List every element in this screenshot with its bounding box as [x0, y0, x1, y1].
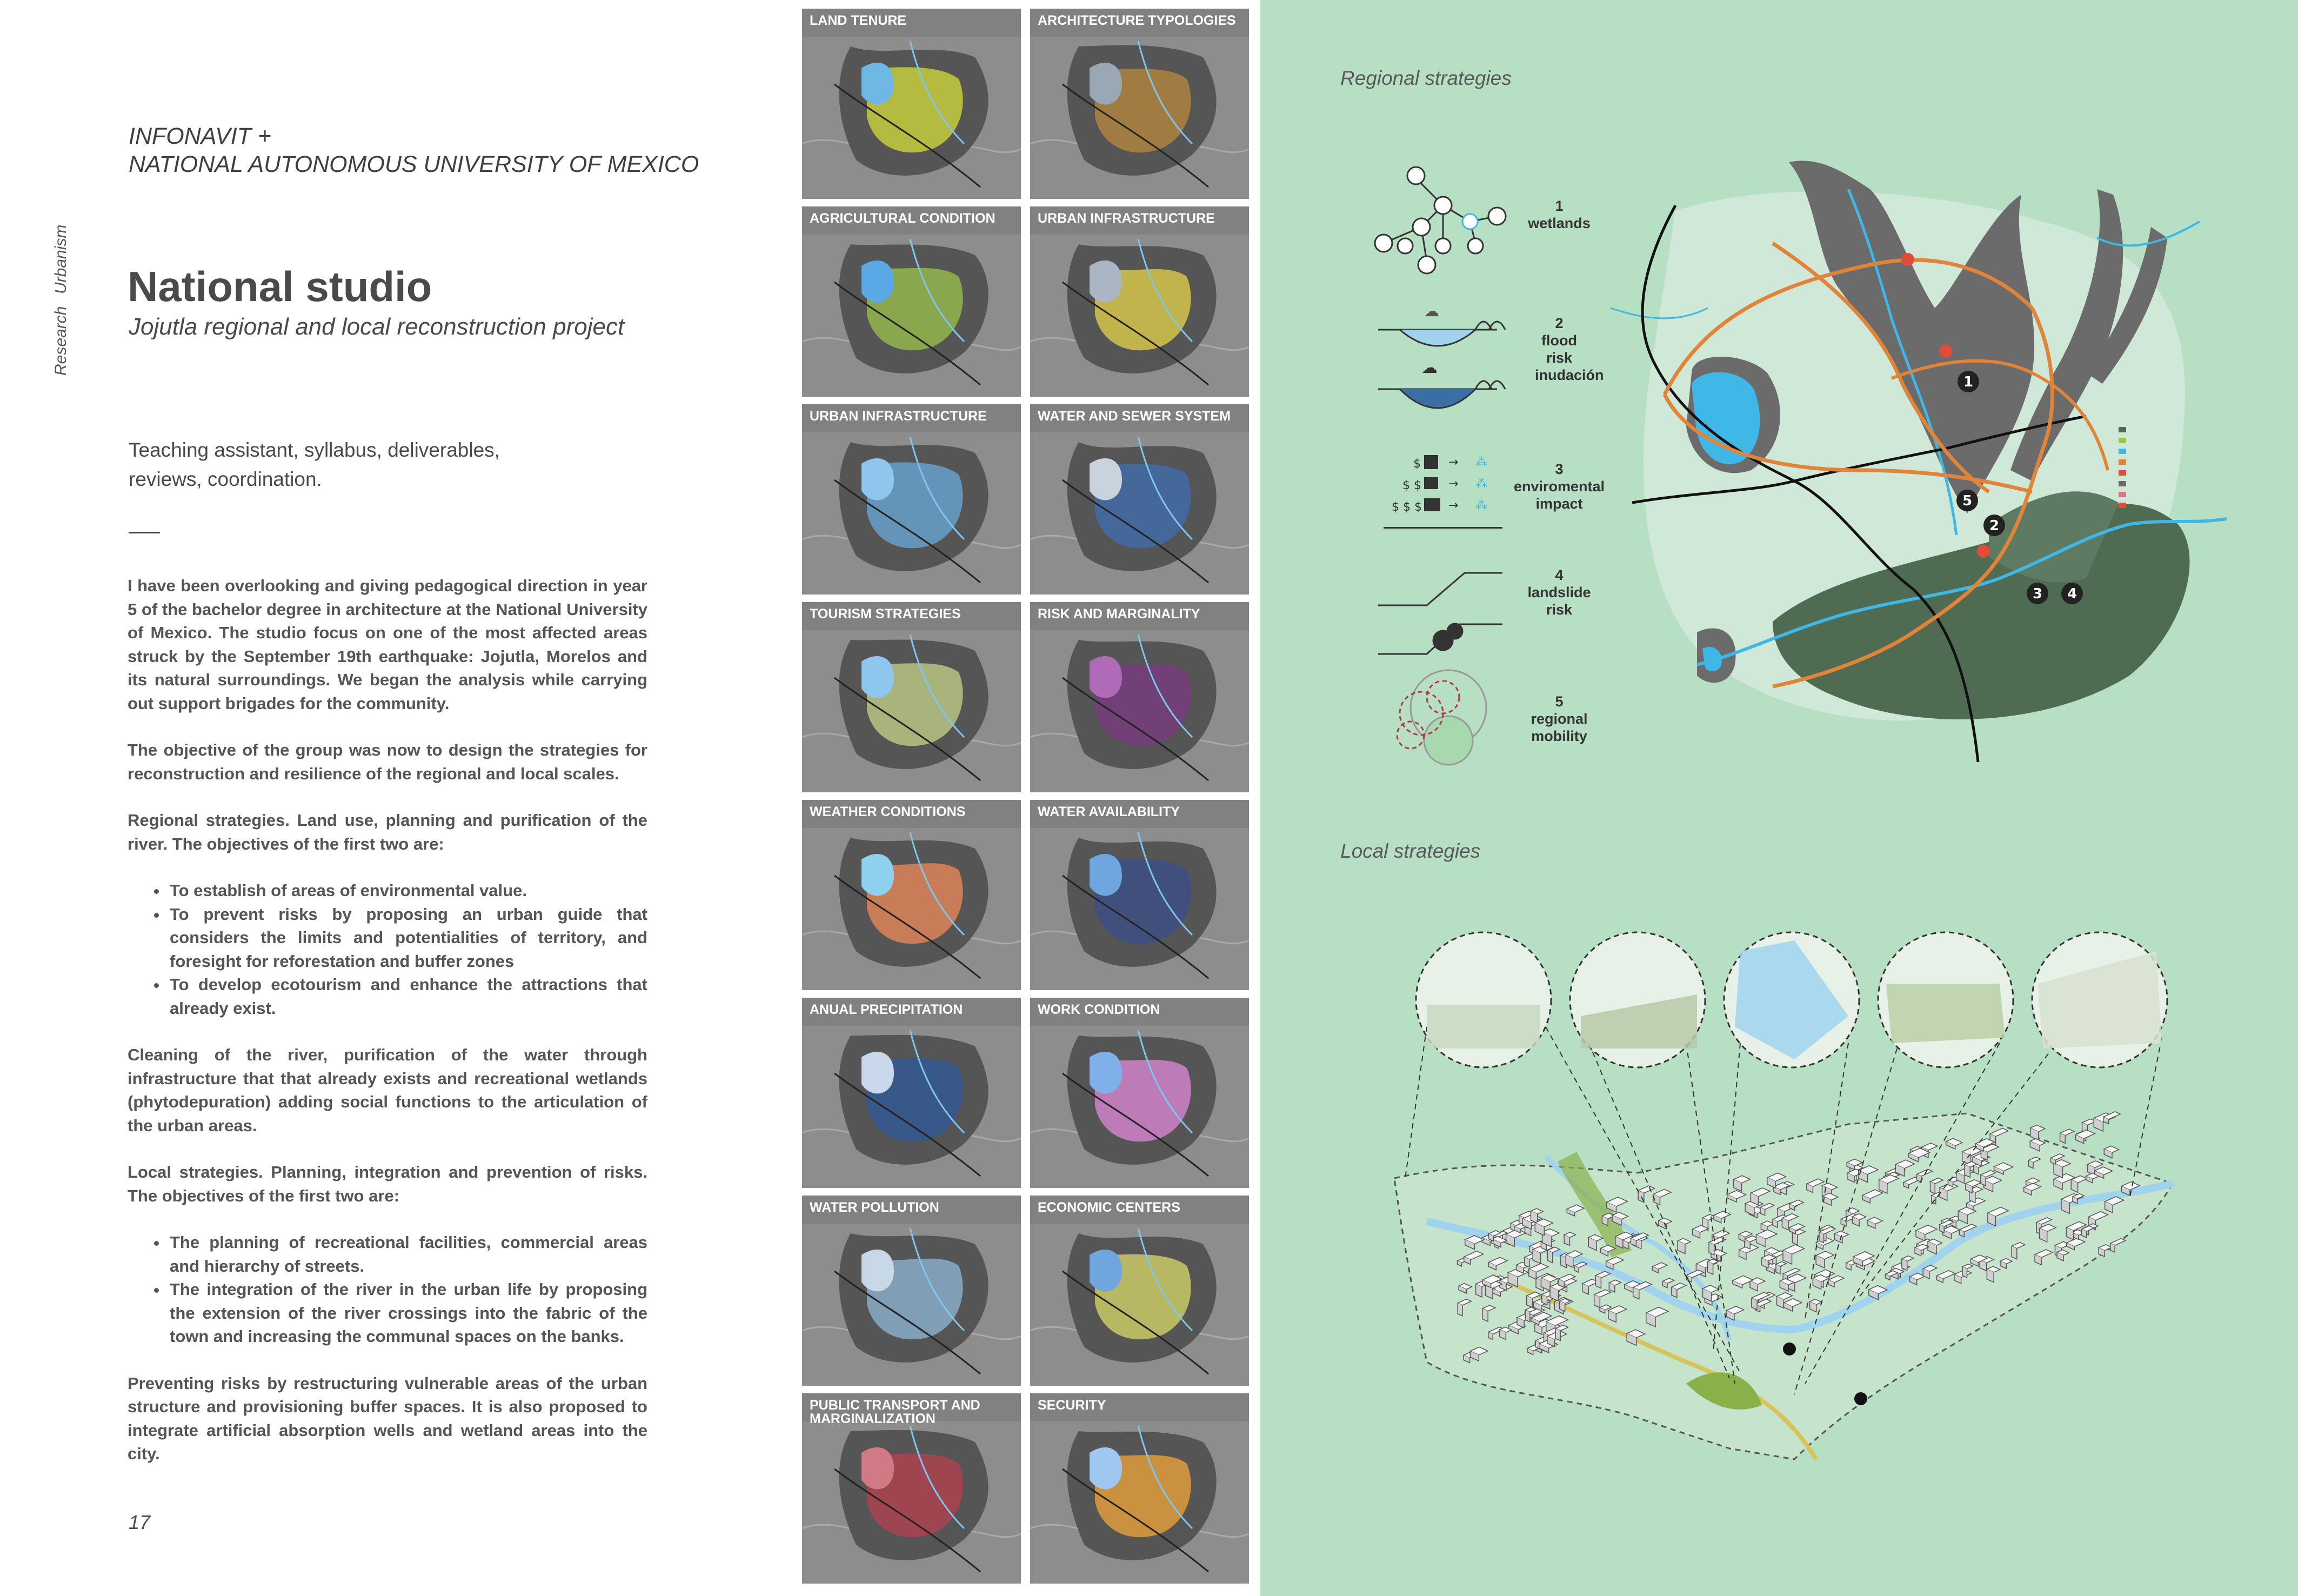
map-graphic [802, 404, 1021, 595]
strategy-label-4: 4 landslide risk [1527, 567, 1591, 618]
map-tile [802, 206, 1021, 397]
map-tile [802, 404, 1021, 595]
strategy-label-2: 2 flood risk inudación [1535, 315, 1604, 383]
map-tile-label: WORK CONDITION [1038, 1002, 1160, 1017]
map-graphic [1030, 404, 1249, 595]
role-line-2: reviews, coordination. [129, 468, 322, 490]
regional-strategies-title: Regional strategies [1340, 67, 1512, 89]
mobility-icon [1397, 670, 1486, 765]
map-tile [802, 1196, 1021, 1386]
marker-5: 5 [1962, 493, 1973, 509]
strategy-icons [1362, 135, 1524, 784]
panel-divider [1253, 0, 1260, 1596]
map-graphic [802, 800, 1021, 990]
map-tile-label: ANUAL PRECIPITATION [810, 1002, 963, 1017]
map-graphic [1030, 602, 1249, 792]
paragraph-regional: Regional strategies. Land use, planning and purification of the river. The objectives of the first two are: [128, 811, 647, 853]
paragraph-local: Local strategies. Planning, integration and prevention of risks. The objectives of the first two are: [128, 1163, 647, 1205]
map-tile-label: WATER AVAILABILITY [1038, 804, 1180, 819]
role-line-1: Teaching assistant, syllabus, deliverables, [129, 439, 500, 461]
map-tile-label: TOURISM STRATEGIES [810, 606, 961, 622]
page-number: 17 [129, 1511, 151, 1533]
list-item: • To establish of areas of environmental value. [168, 879, 647, 903]
svg-text:→: → [1448, 499, 1459, 512]
map-graphic [1030, 206, 1249, 397]
svg-text:$ $: $ $ [1402, 479, 1421, 492]
map-tile-label: WATER POLLUTION [810, 1200, 939, 1215]
marker-2: 2 [1989, 518, 2000, 534]
landslide-icon [1378, 573, 1502, 654]
paragraph-risks: Preventing risks by restructuring vulnerable areas of the urban structure and provisioning buffer spaces. It is also proposed to integrate artificial absorption wells and wetland areas into the city. [128, 1373, 647, 1463]
map-graphic [1030, 9, 1249, 199]
map-tile-label: URBAN INFRASTRUCTURE [1038, 211, 1215, 226]
svg-text:→: → [1448, 456, 1459, 469]
map-tile-label: RISK AND MARGINALITY [1038, 606, 1200, 622]
strategy-label-5: 5 regional mobility [1531, 693, 1588, 744]
map-tile-label: ARCHITECTURE TYPOLOGIES [1038, 13, 1236, 28]
map-graphic [802, 998, 1021, 1188]
map-graphic [802, 602, 1021, 792]
svg-text:⁂: ⁂ [1475, 456, 1487, 469]
map-graphic [802, 1196, 1021, 1386]
list-item: • To develop ecotourism and enhance the attractions that already exist. [168, 973, 647, 1020]
map-graphic [1030, 1393, 1249, 1584]
strategy-label-3: 3 enviromental impact [1513, 461, 1605, 512]
list-item: • To prevent risks by proposing an urban guide that considers the limits and potentialities of territory, and foresight for reforestation and buffer zones [168, 903, 647, 973]
paragraph-river: Cleaning of the river, purification of the water through infrastructure that that already exists and recreational wetlands (phytodepuration) adding social functions to the articulation of the urban areas. [128, 1045, 647, 1135]
organization-lines [129, 122, 699, 178]
regional-strategies-map [1611, 146, 2227, 784]
flood-icon [1378, 303, 1505, 408]
role-description [129, 436, 593, 494]
side-labels [46, 224, 79, 389]
map-tile [1030, 602, 1249, 792]
map-tile [1030, 800, 1249, 990]
paragraph-intro: I have been overlooking and giving pedagogical direction in year 5 of the bachelor degree in architecture at the National University of Mexico. The studio focus on one of the most affected areas struck by the September 19th earthquake: Jojutla, Morelos and its natural surroundings. We began the analysis while carrying out support brigades for the community. [128, 576, 647, 713]
map-tile-label: LAND TENURE [810, 13, 907, 28]
map-tile [1030, 998, 1249, 1188]
side-label-research: Research [52, 306, 70, 376]
map-tile [1030, 1393, 1249, 1584]
strategy-label-1: 1 wetlands [1528, 198, 1591, 231]
map-graphic [1030, 800, 1249, 990]
marker-3: 3 [2032, 586, 2043, 602]
map-tile-label: AGRICULTURAL CONDITION [810, 211, 996, 226]
divider-dash [129, 532, 160, 533]
regional-objectives-list [128, 879, 647, 1020]
map-tile [802, 1393, 1021, 1584]
map-tile [1030, 404, 1249, 595]
svg-text:→: → [1448, 477, 1459, 491]
map-tile-label: URBAN INFRASTRUCTURE [810, 409, 987, 424]
map-tile-label: WEATHER CONDITIONS [810, 804, 966, 819]
body-text [128, 574, 647, 1489]
marker-4: 4 [2067, 586, 2077, 602]
local-objectives-list [128, 1231, 647, 1348]
marker-1: 1 [1963, 374, 1974, 390]
map-tile-label: SECURITY [1038, 1398, 1106, 1413]
map-tile [802, 800, 1021, 990]
map-tile [802, 998, 1021, 1188]
side-label-urbanism: Urbanism [52, 224, 70, 294]
svg-text:$ $ $: $ $ $ [1392, 500, 1422, 514]
local-strategies-title: Local strategies [1340, 840, 1481, 862]
map-graphic [1030, 1196, 1249, 1386]
map-tile-label: PUBLIC TRANSPORT AND MARGINALIZATION [810, 1398, 980, 1426]
map-tile [802, 602, 1021, 792]
map-tile [1030, 9, 1249, 199]
svg-text:☁: ☁ [1424, 303, 1439, 319]
svg-text:⁂: ⁂ [1475, 499, 1487, 512]
map-graphic [1030, 998, 1249, 1188]
map-tile [1030, 1196, 1249, 1386]
page-title: National studio [128, 263, 432, 310]
paragraph-objective: The objective of the group was now to design the strategies for reconstruction and resilience of the regional and local scales. [128, 740, 647, 783]
svg-text:$: $ [1413, 457, 1421, 471]
svg-text:⁂: ⁂ [1475, 477, 1487, 491]
environmental-impact-icon [1384, 455, 1502, 529]
list-item: • The planning of recreational facilities, commercial areas and hierarchy of streets. [168, 1231, 647, 1278]
map-graphic [802, 206, 1021, 397]
org-line-1: INFONAVIT + [129, 123, 272, 149]
map-tile [1030, 206, 1249, 397]
list-item: • The integration of the river in the urban life by proposing the extension of the river crossings into the fabric of the town and increasing the communal spaces on the banks. [168, 1278, 647, 1348]
map-tile [802, 9, 1021, 199]
map-tile-label: ECONOMIC CENTERS [1038, 1200, 1180, 1215]
local-strategies-axonometric [1384, 919, 2194, 1540]
svg-text:☁: ☁ [1421, 359, 1438, 377]
wetlands-icon [1375, 167, 1506, 273]
map-graphic [802, 9, 1021, 199]
page-subtitle: Jojutla regional and local reconstruction project [129, 313, 625, 340]
map-tile-label: WATER AND SEWER SYSTEM [1038, 409, 1231, 424]
org-line-2: NATIONAL AUTONOMOUS UNIVERSITY OF MEXICO [129, 151, 699, 177]
